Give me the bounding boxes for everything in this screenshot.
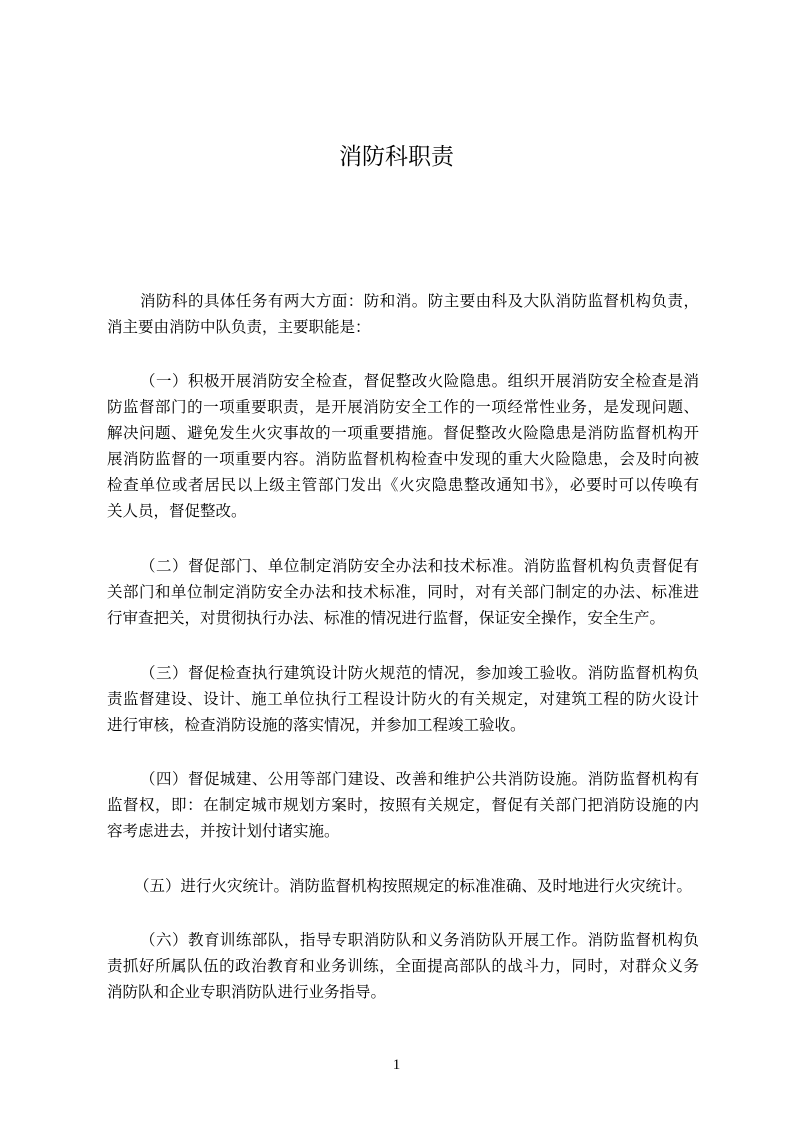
paragraph-line: 防监督部门的一项重要职责，是开展消防安全工作的一项经常性业务，是发现问题、 <box>107 398 699 416</box>
document-title: 消防科职责 <box>339 144 454 170</box>
paragraph-line: （三）督促检查执行建筑设计防火规范的情况，参加竣工验收。消防监督机构负 <box>140 664 699 682</box>
paragraph-duty-1 <box>107 368 699 524</box>
paragraph-line: 进行审核，检查消防设施的落实情况，并参加工程竣工验收。 <box>107 716 526 734</box>
page-number: 1 <box>392 1057 401 1073</box>
paragraph-line: 容考虑进去，并按计划付诸实施。 <box>107 822 340 840</box>
paragraph-line: 责监督建设、设计、施工单位执行工程设计防火的有关规定，对建筑工程的防火设计 <box>107 690 699 708</box>
paragraph-line: 行审查把关，对贯彻执行办法、标准的情况进行监督，保证安全操作，安全生产。 <box>107 609 666 627</box>
paragraph-line: 检查单位或者居民以上级主管部门发出《火灾隐患整改通知书》，必要时可以传唤有 <box>107 476 699 494</box>
paragraph-line: 消主要由消防中队负责，主要职能是： <box>107 318 371 336</box>
paragraph-line: 解决问题、避免发生火灾事故的一项重要措施。督促整改火险隐患是消防监督机构开 <box>107 424 699 442</box>
paragraph-duty-3 <box>107 660 699 738</box>
paragraph-line: 关部门和单位制定消防安全办法和技术标准，同时，对有关部门制定的办法、标准进 <box>107 583 699 601</box>
paragraph-duty-5 <box>107 873 699 899</box>
paragraph-duty-4 <box>107 766 699 844</box>
paragraph-line: 关人员，督促整改。 <box>107 502 247 520</box>
paragraph-line: 消防科的具体任务有两大方面：防和消。防主要由科及大队消防监督机构负责， <box>140 292 699 310</box>
paragraph-line: （五）进行火灾统计。消防监督机构按照规定的标准准确、及时地进行火灾统计。 <box>134 877 693 895</box>
paragraph-duty-2 <box>107 553 699 631</box>
paragraph-line: 责抓好所属队伍的政治教育和业务训练，全面提高部队的战斗力，同时，对群众义务 <box>107 957 699 975</box>
paragraph-line: 监督权，即：在制定城市规划方案时，按照有关规定，督促有关部门把消防设施的内 <box>107 796 699 814</box>
paragraph-line: （二）督促部门、单位制定消防安全办法和技术标准。消防监督机构负责督促有 <box>140 557 699 575</box>
paragraph-line: （六）教育训练部队，指导专职消防队和义务消防队开展工作。消防监督机构负 <box>140 931 699 949</box>
paragraph-duty-6 <box>107 927 699 1005</box>
paragraph-line: 消防队和企业专职消防队进行业务指导。 <box>107 983 387 1001</box>
paragraph-line: 展消防监督的一项重要内容。消防监督机构检查中发现的重大火险隐患，会及时向被 <box>107 450 699 468</box>
paragraph-line: （四）督促城建、公用等部门建设、改善和维护公共消防设施。消防监督机构有 <box>140 770 699 788</box>
paragraph-intro <box>107 288 699 340</box>
paragraph-line: （一）积极开展消防安全检查，督促整改火险隐患。组织开展消防安全检查是消 <box>140 372 699 390</box>
